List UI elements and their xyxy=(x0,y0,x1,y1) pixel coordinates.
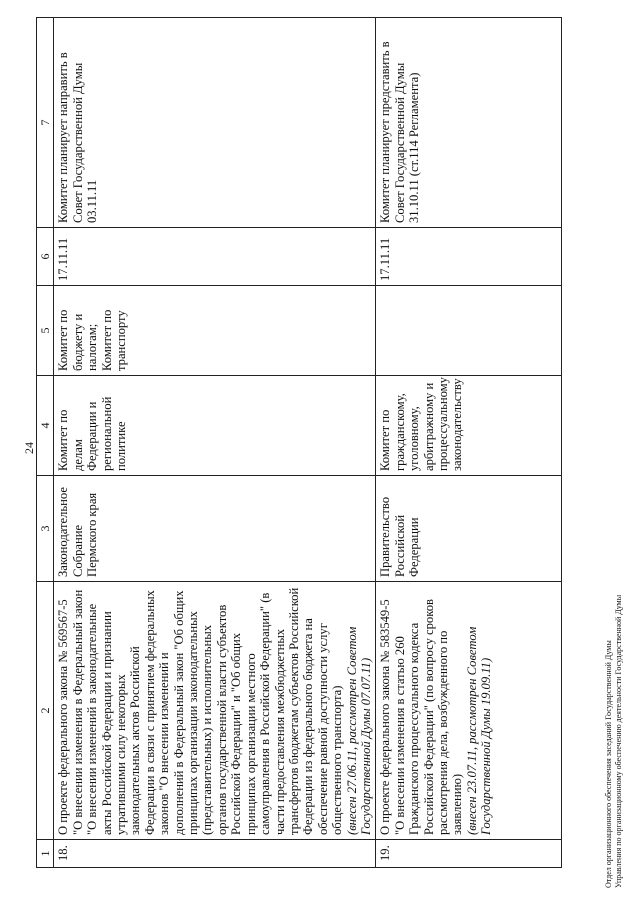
bill-description xyxy=(376,582,562,840)
column-number-row xyxy=(37,18,54,868)
col-header-6: 6 xyxy=(37,228,54,286)
bill-note: (внесен 27.06.11, рассмотрен Советом Государственной Думы 07.07.11) xyxy=(344,626,373,835)
table-row xyxy=(376,18,562,868)
col-header-1: 1 xyxy=(37,840,54,868)
col-header-5: 5 xyxy=(37,286,54,376)
bills-table xyxy=(36,17,562,868)
footer-line-1: Отдел организационного обеспечения заседаний Государственной Думы xyxy=(604,640,613,888)
row-number: 18. xyxy=(54,840,376,868)
bill-title: О проекте федерального закона № 569567-5 xyxy=(56,599,71,835)
col-header-7: 7 xyxy=(37,18,54,228)
bill-author: Правительство Российской Федерации xyxy=(376,476,562,582)
consideration-date: 17.11.11 xyxy=(376,228,562,286)
co-committee xyxy=(376,286,562,376)
remark: Комитет планирует представить в Совет Государственной Думы 31.10.11 (ст.114 Регламента) xyxy=(376,18,562,228)
bill-title: О проекте федерального закона № 583549-5 xyxy=(378,599,393,835)
page-footer xyxy=(604,595,624,888)
bill-note: (внесен 23.07.11, рассмотрен Советом Государственной Думы 19.09.11) xyxy=(464,626,494,835)
co-committee: Комитет по бюджету и налогам; Комитет по транспорту xyxy=(54,286,376,376)
row-number: 19. xyxy=(376,840,562,868)
rotated-page xyxy=(22,8,622,888)
col-header-2: 2 xyxy=(37,582,54,840)
consideration-date: 17.11.11 xyxy=(54,228,376,286)
remark: Комитет планирует направить в Совет Государственной Думы 03.11.11 xyxy=(54,18,376,228)
bill-text: "О внесении изменения в Федеральный закон "О внесении изменений в законодательные акты Российской Федерации и признании утратившими силу некоторых законодательных актов Российской Федерации в связи с принятием федеральных законов "О внесении изменений и дополнений в Федеральный закон "Об общих принципах организации законодательных (представительных) и исполнительных органов государственной власти субъектов Российской Федерации" и "Об общих принципах организации местного самоуправления в Российской Федерации" (в части предоставления межбюджетных трансфертов бюджетам субъектов Российской Федерации из федерального бюджета на обеспечение равной доступности услуг общественного транспорта) xyxy=(70,587,345,835)
bill-text: "О внесении изменения в статью 260 Гражданского процессуального кодекса Российской Федерации" (по вопросу сроков рассмотрения дела, возбужденного по заявлению) xyxy=(392,599,465,835)
col-header-3: 3 xyxy=(37,476,54,582)
bill-description xyxy=(54,582,376,840)
page-number: 24 xyxy=(22,442,36,454)
responsible-committee: Комитет по гражданскому, уголовному, арбитражному и процессуальному законодательству xyxy=(376,376,562,476)
responsible-committee: Комитет по делам Федерации и региональной политике xyxy=(54,376,376,476)
col-header-4: 4 xyxy=(37,376,54,476)
footer-line-2: Управления по организационному обеспечению деятельности Государственной Думы xyxy=(614,594,623,888)
table-row xyxy=(54,18,376,868)
bill-author: Законодательное Собрание Пермского края xyxy=(54,476,376,582)
